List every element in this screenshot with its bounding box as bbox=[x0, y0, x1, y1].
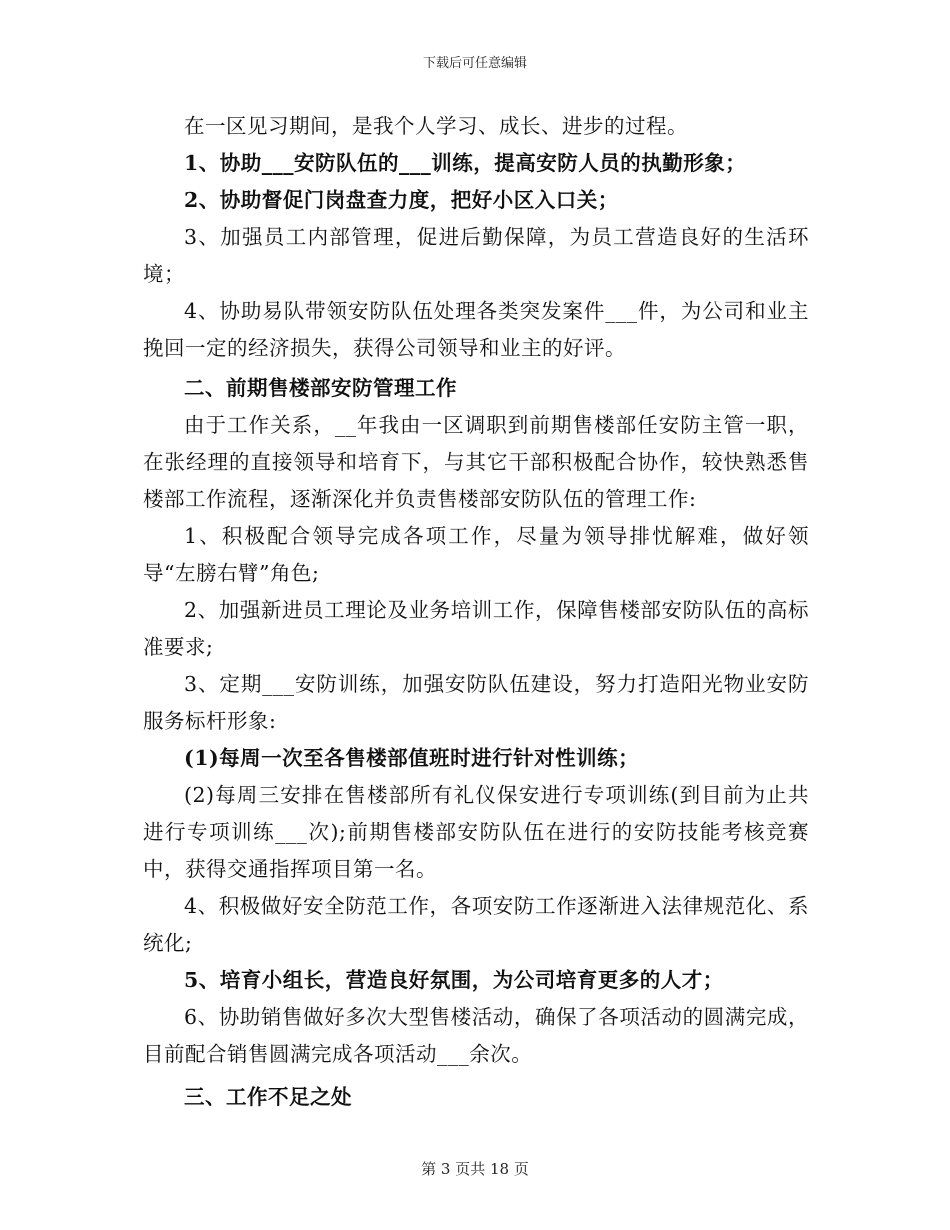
paragraph: 1、协助___安防队伍的___训练，提高安防人员的执勤形象； bbox=[184, 151, 747, 175]
paragraph: 5、培育小组长，营造良好氛围，为公司培育更多的人才； bbox=[184, 968, 724, 992]
paragraph: 6、协助销售做好多次大型售楼活动，确保了各项活动的圆满完成，目前配合销售圆满完成各项活动___余次。 bbox=[143, 1005, 809, 1066]
paragraph: 在一区见习期间，是我个人学习、成长、进步的过程。 bbox=[184, 114, 688, 138]
paragraph: 由于工作关系，__年我由一区调职到前期售楼部任安防主管一职，在张经理的直接领导和培育下，与其它干部积极配合协作，较快熟悉售楼部工作流程，逐渐深化并负责售楼部安防队伍的管理工作: bbox=[143, 413, 809, 511]
section-heading: 二、前期售楼部安防管理工作 bbox=[184, 376, 457, 400]
page-header: 下载后可任意编辑 bbox=[422, 56, 527, 71]
paragraph: (2)每周三安排在售楼部所有礼仪保安进行专项训练(到目前为止共进行专项训练___次);前期售楼部安防队伍在进行的安防技能考核竞赛中，获得交通指挥项目第一名。 bbox=[143, 783, 809, 881]
paragraph: 2、协助督促门岗盘查力度，把好小区入口关； bbox=[184, 188, 619, 212]
paragraph: 3、定期___安防训练，加强安防队伍建设，努力打造阳光物业安防服务标杆形象: bbox=[143, 672, 809, 733]
document-body bbox=[143, 108, 809, 1116]
paragraph: (1)每周一次至各售楼部值班时进行针对性训练； bbox=[184, 746, 640, 770]
page-number: 第 3 页共 18 页 bbox=[421, 1160, 529, 1178]
section-heading: 三、工作不足之处 bbox=[184, 1085, 352, 1109]
paragraph: 2、加强新进员工理论及业务培训工作，保障售楼部安防队伍的高标准要求; bbox=[143, 598, 809, 659]
paragraph: 4、协助易队带领安防队伍处理各类突发案件___件，为公司和业主挽回一定的经济损失，获得公司领导和业主的好评。 bbox=[143, 299, 809, 360]
paragraph: 1、积极配合领导完成各项工作，尽量为领导排忧解难，做好领导“左膀右臂”角色; bbox=[143, 524, 809, 585]
paragraph: 3、加强员工内部管理，促进后勤保障，为员工营造良好的生活环境； bbox=[143, 225, 809, 286]
paragraph: 4、积极做好安全防范工作，各项安防工作逐渐进入法律规范化、系统化; bbox=[143, 894, 809, 955]
